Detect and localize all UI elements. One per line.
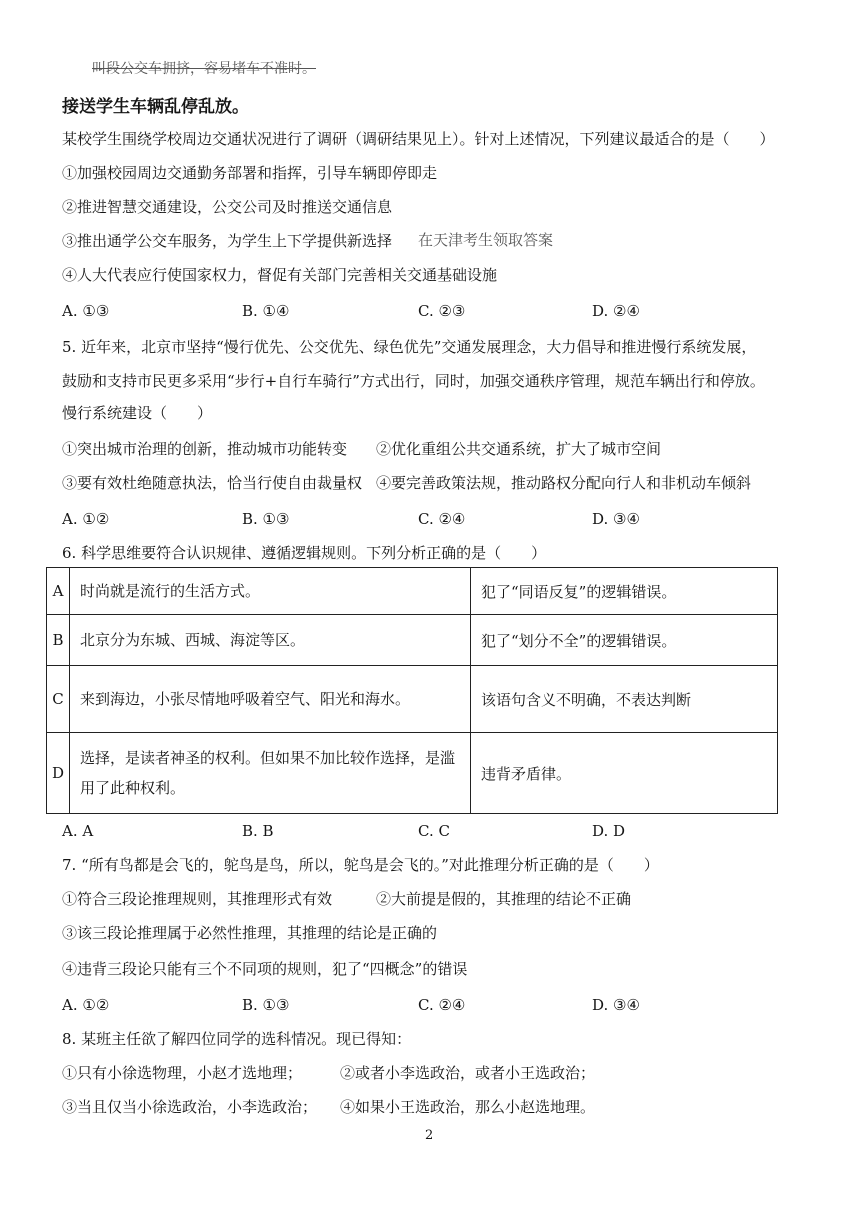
row-statement-line-2: 用了此种权利。 [80,779,186,797]
q6-option-b: B. B [242,822,274,840]
q4-item-3: ③推出通学公交车服务，为学生上下学提供新选择 [62,232,393,250]
q6-option-c: C. C [418,822,450,840]
q8-item-1: ①只有小徐选物理，小赵才选地理； [62,1064,303,1082]
q7-item-2: ②大前提是假的，其推理的结论不正确 [376,890,632,908]
q4-item-1: ①加强校园周边交通勤务部署和指挥，引导车辆即停即走 [62,164,438,182]
q6-table [46,567,778,814]
q6-option-a: A. A [62,822,94,840]
q6-stem: 6. 科学思维要符合认识规律、遵循逻辑规则。下列分析正确的是（ ） [62,544,547,562]
row-statement-line-1: 选择，是读者神圣的权利。但如果不加比较作选择，是滥 [80,749,456,767]
q7-stem: 7. “所有鸟都是会飞的，鸵鸟是鸟，所以，鸵鸟是会飞的。”对此推理分析正确的是（ ） [62,856,659,874]
q4-item-2: ②推进智慧交通建设，公交公司及时推送交通信息 [62,198,393,216]
handwritten-note: 接送学生车辆乱停乱放。 [62,97,249,117]
table-row [47,615,778,666]
q7-option-a: A. ①② [62,996,110,1014]
row-key: C [47,666,70,733]
q5-item-3: ③要有效杜绝随意执法，恰当行使自由裁量权 [62,474,363,492]
page-number: 2 [425,1128,434,1143]
q7-item-4: ④违背三段论只能有三个不同项的规则，犯了“四概念”的错误 [62,960,468,978]
q4-option-b: B. ①④ [242,302,290,320]
row-key: A [47,568,70,615]
q7-item-1: ①符合三段论推理规则，其推理形式有效 [62,890,333,908]
row-key: D [47,733,70,814]
q7-option-d: D. ③④ [592,996,640,1014]
q4-option-a: A. ①③ [62,302,110,320]
watermark-text: 在天津考生领取答案 [418,231,554,249]
q7-option-b: B. ①③ [242,996,290,1014]
q4-option-d: D. ②④ [592,302,640,320]
q8-item-2: ②或者小李选政治，或者小王选政治； [340,1064,596,1082]
row-statement: 北京分为东城、西城、海淀等区。 [70,615,471,666]
q5-stem-line-3: 慢行系统建设（ ） [62,404,213,422]
q8-item-3: ③当且仅当小徐选政治，小李选政治； [62,1098,318,1116]
q5-option-c: C. ②④ [418,510,466,528]
q5-item-4: ④要完善政策法规，推动路权分配向行人和非机动车倾斜 [376,474,752,492]
row-statement: 来到海边，小张尽情地呼吸着空气、阳光和海水。 [70,666,471,733]
row-key: B [47,615,70,666]
table-row [47,666,778,733]
q8-stem: 8. 某班主任欲了解四位同学的选科情况。现已得知： [62,1030,412,1048]
q5-item-2: ②优化重组公共交通系统，扩大了城市空间 [376,440,662,458]
q4-item-4: ④人大代表应行使国家权力，督促有关部门完善相关交通基础设施 [62,266,498,284]
q4-option-c: C. ②③ [418,302,466,320]
q7-option-c: C. ②④ [418,996,466,1014]
row-statement [70,733,471,814]
table-row [47,568,778,615]
q4-stem: 某校学生围绕学校周边交通状况进行了调研（调研结果见上）。针对上述情况，下列建议最适合的是（ ） [62,130,775,148]
row-analysis: 该语句含义不明确，不表达判断 [471,666,778,733]
q5-stem-line-2: 鼓励和支持市民更多采用“步行+自行车骑行”方式出行，同时，加强交通秩序管理，规范车辆出行和停放。 [62,372,765,390]
q5-stem-line-1: 5. 近年来，北京市坚持“慢行优先、公交优先、绿色优先”交通发展理念，大力倡导和推进慢行系统发展， [62,338,757,356]
q5-option-b: B. ①③ [242,510,290,528]
q5-option-d: D. ③④ [592,510,640,528]
row-analysis: 违背矛盾律。 [471,733,778,814]
row-analysis: 犯了“划分不全”的逻辑错误。 [471,615,778,666]
q6-option-d: D. D [592,822,626,840]
q5-option-a: A. ①② [62,510,110,528]
table-row [47,733,778,814]
q8-item-4: ④如果小王选政治，那么小赵选地理。 [340,1098,596,1116]
row-analysis: 犯了“同语反复”的逻辑错误。 [471,568,778,615]
row-statement: 时尚就是流行的生活方式。 [70,568,471,615]
q5-item-1: ①突出城市治理的创新，推动城市功能转变 [62,440,348,458]
q7-item-3: ③该三段论推理属于必然性推理，其推理的结论是正确的 [62,924,438,942]
top-fragment-text: 叫段公交车拥挤，容易堵车不准时。 [92,61,316,77]
